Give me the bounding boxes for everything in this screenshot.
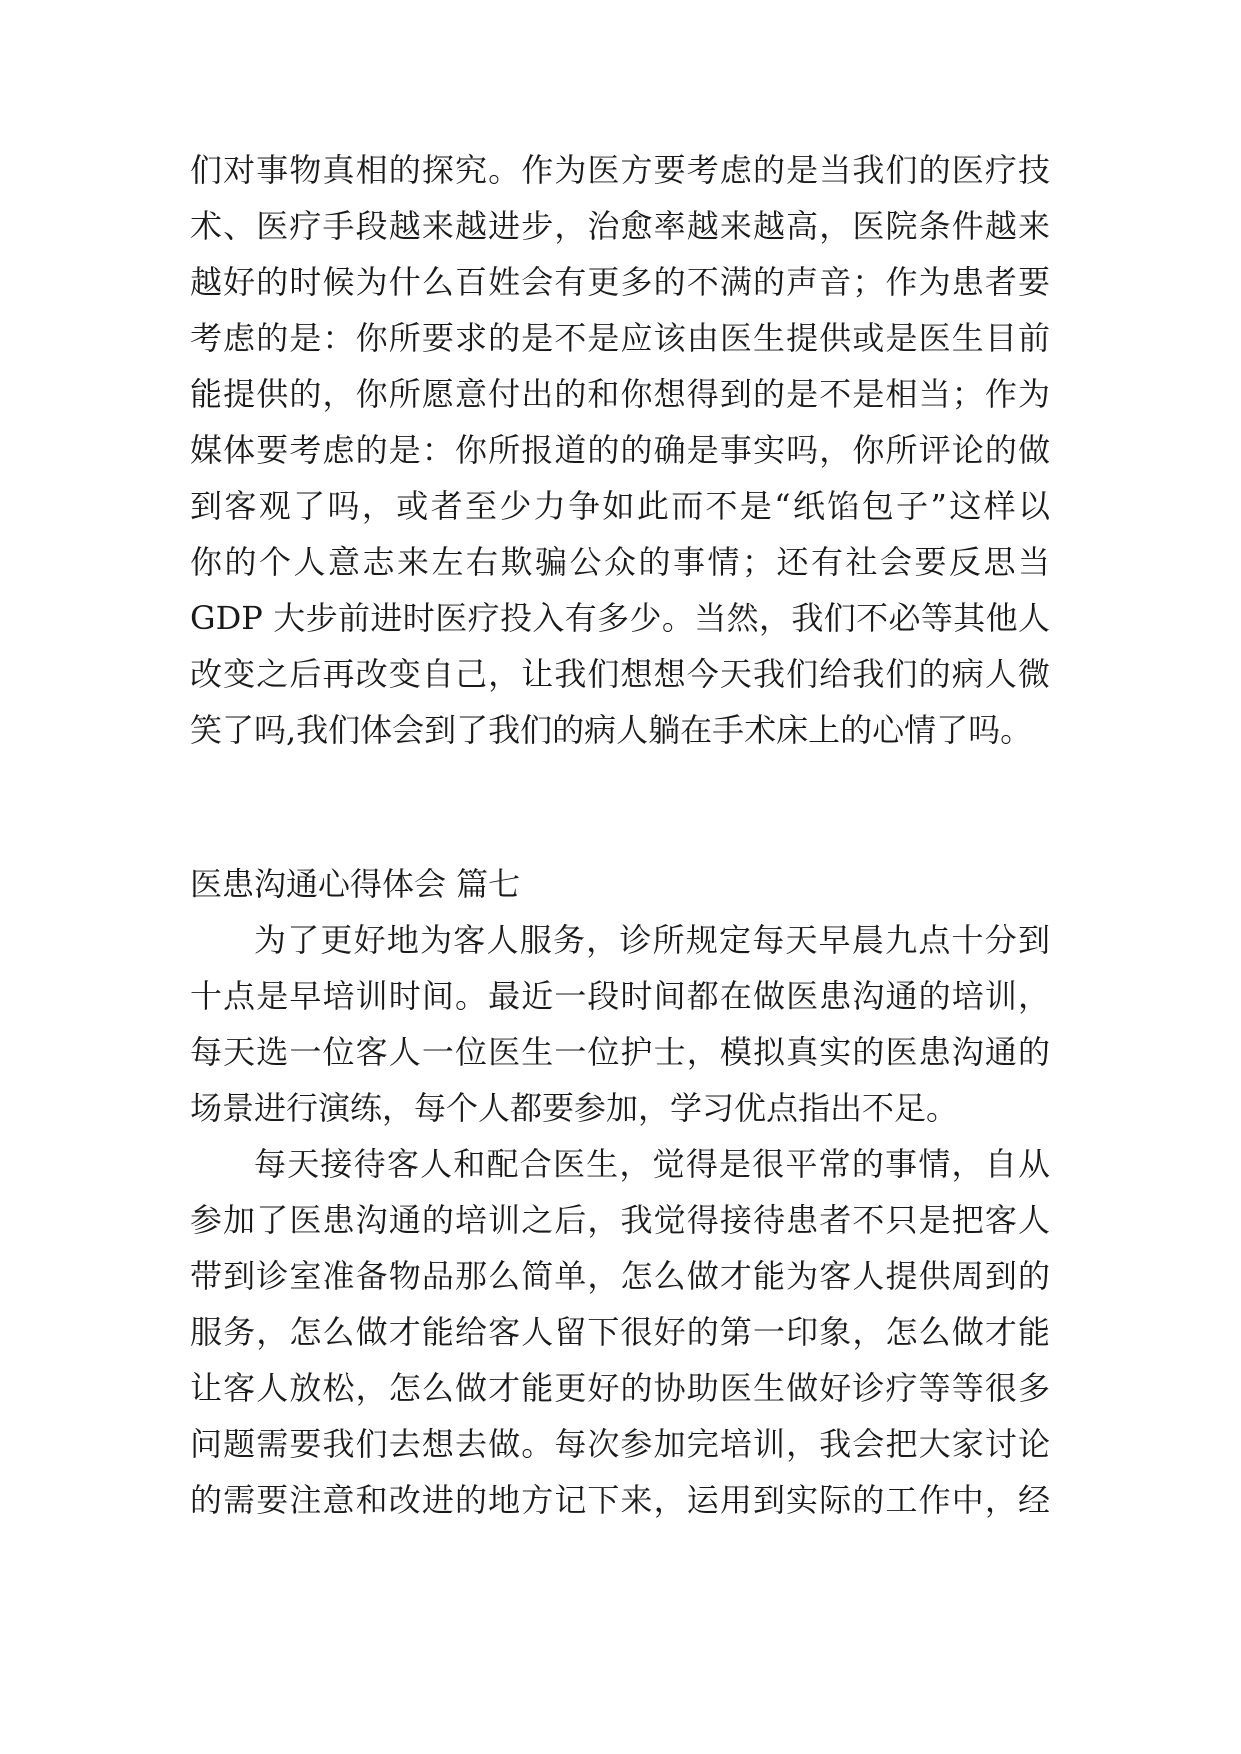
text-line: 越好的时候为什么百姓会有更多的不满的声音；作为患者要 <box>190 263 1050 301</box>
paragraph-3 <box>190 1136 1050 1528</box>
text-line: 到客观了吗，或者至少力争如此而不是“纸馅包子”这样以 <box>190 487 1050 525</box>
text-line: 能提供的，你所愿意付出的和你想得到的是不是相当；作为 <box>190 375 1050 413</box>
text-line: 媒体要考虑的是：你所报道的的确是事实吗，你所评论的做 <box>190 431 1050 469</box>
text-line: 考虑的是：你所要求的是不是应该由医生提供或是医生目前 <box>190 319 1050 357</box>
text-line: 为了更好地为客人服务，诊所规定每天早晨九点十分到 <box>254 921 1050 959</box>
text-line: 问题需要我们去想去做。每次参加完培训，我会把大家讨论 <box>190 1425 1050 1463</box>
text-line: 带到诊室准备物品那么简单，怎么做才能为客人提供周到的 <box>190 1257 1050 1295</box>
text-line: 服务，怎么做才能给客人留下很好的第一印象，怎么做才能 <box>190 1313 1050 1351</box>
paragraph-continued <box>190 142 1050 758</box>
text-line: 参加了医患沟通的培训之后，我觉得接待患者不只是把客人 <box>190 1201 1050 1239</box>
text-line: 每天选一位客人一位医生一位护士，模拟真实的医患沟通的 <box>190 1033 1050 1071</box>
section-heading: 医患沟通心得体会 篇七 <box>190 865 521 903</box>
text-line: 术、医疗手段越来越进步，治愈率越来越高，医院条件越来 <box>190 207 1050 245</box>
text-line: 每天接待客人和配合医生，觉得是很平常的事情，自从 <box>254 1145 1050 1183</box>
text-line: 让客人放松，怎么做才能更好的协助医生做好诊疗等等很多 <box>190 1369 1050 1407</box>
text-line: 笑了吗,我们体会到了我们的病人躺在手术床上的心情了吗。 <box>190 711 1033 749</box>
text-line: 你的个人意志来左右欺骗公众的事情；还有社会要反思当 <box>190 543 1050 581</box>
paragraph-2 <box>190 912 1050 1136</box>
text-line: 的需要注意和改进的地方记下来，运用到实际的工作中，经 <box>190 1481 1050 1519</box>
text-line: 们对事物真相的探究。作为医方要考虑的是当我们的医疗技 <box>190 151 1050 189</box>
text-line: GDP 大步前进时医疗投入有多少。当然，我们不必等其他人 <box>190 599 1050 637</box>
text-line: 十点是早培训时间。最近一段时间都在做医患沟通的培训， <box>190 977 1050 1015</box>
text-line: 场景进行演练，每个人都要参加，学习优点指出不足。 <box>190 1089 959 1127</box>
text-line: 改变之后再改变自己，让我们想想今天我们给我们的病人微 <box>190 655 1050 693</box>
